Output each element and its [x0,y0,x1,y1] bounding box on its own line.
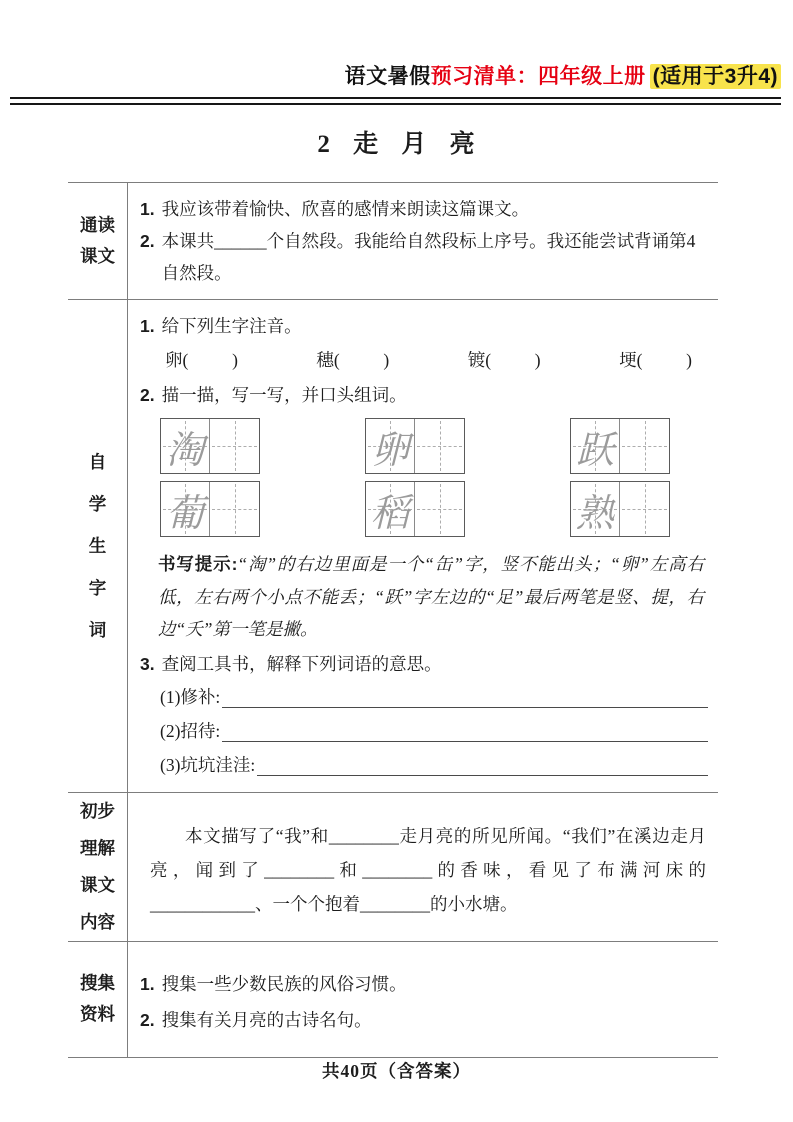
row-label-line: 学 [88,493,107,514]
row-content-collect [128,942,718,1057]
row-label-line: 课文 [80,246,115,266]
grid-cell [620,482,669,536]
item-number: 2. [140,1009,155,1030]
summary-fill-in-text: 本文描写了“我”和________走月亮的所见所闻。“我们”在溪边走月亮，闻到了________和________的香味，看见了布满河床的____________、一个个抱着________的小水塘。 [150,825,706,914]
grid-cell [161,482,210,536]
row-label-line: 内容 [80,911,115,932]
grid-cell [210,482,259,536]
list-item [140,379,710,411]
grid-cell [210,419,259,473]
header-subject-label: 语文暑假 [344,65,431,88]
item-text: 描一描，写一写，并口头组词。 [161,385,407,405]
list-item [140,648,710,680]
pinyin-blank: 穗( ) [316,350,390,370]
row-label-self-study [68,300,128,792]
writing-grid-box [570,481,670,537]
trace-character: 跃 [575,429,614,472]
row-content-self-study [128,300,718,792]
pinyin-blank: 卵( ) [165,350,238,370]
definition-word: (2)招待: [160,720,221,741]
writing-grid-row [160,418,670,474]
grid-cell [161,419,210,473]
item-number: 1. [140,199,155,219]
list-item [140,1002,710,1038]
grid-cell [415,482,464,536]
row-content-read-through [128,183,718,299]
header-divider [10,97,781,105]
table-row-comprehension [68,793,718,942]
definition-word: (3)坑坑洼洼: [160,754,256,775]
writing-grid-box [365,481,465,537]
answer-blank-line [222,707,708,708]
item-text: 搜集有关月亮的古诗名句。 [161,1009,372,1030]
row-label-line: 理解 [80,837,115,858]
list-item [140,225,710,289]
definition-blank-line [140,748,710,782]
item-text: 我应该带着愉快、欣喜的感情来朗读这篇课文。 [161,199,530,219]
definition-blank-line [140,714,710,748]
grid-cell [415,419,464,473]
list-item [140,310,710,342]
header-grade-badge: (适用于3升4) [650,64,781,89]
item-text: 查阅工具书，解释下列词语的意思。 [161,653,442,674]
grid-cell [620,419,669,473]
page-count-footer: 共40页（含答案） [322,1061,471,1081]
trace-character: 葡 [165,492,204,535]
writing-tip-text: “淘”的右边里面是一个“缶”字，竖不能出头；“卵”左高右低，左右两个小点不能丢；“跃”字左边的“足”最后两笔是竖、提，右边“夭”第一笔是撇。 [158,554,704,639]
row-label-line: 字 [88,577,107,598]
list-item [140,966,710,1002]
writing-grid-box [570,418,670,474]
item-number: 2. [140,231,155,251]
writing-grid-box [365,418,465,474]
writing-tip-label: 书写提示: [158,554,238,574]
list-item [140,193,710,225]
item-number: 3. [140,653,155,674]
item-number: 1. [140,973,155,994]
pinyin-blank: 埂( ) [619,350,692,370]
grid-cell [366,482,415,536]
row-label-collect [68,942,128,1057]
writing-grid-row [160,481,670,537]
definition-blank-line [140,680,710,714]
writing-grid-box [160,418,260,474]
row-label-line: 初步 [80,800,115,821]
trace-character: 熟 [575,492,614,535]
lesson-title: 2 走 月 亮 [317,131,476,158]
trace-character: 稻 [370,492,409,535]
page-header [345,60,781,90]
row-label-line: 生 [88,535,107,556]
item-text: 给下列生字注音。 [161,316,302,336]
grid-cell [366,419,415,473]
row-label-comprehension [68,793,128,941]
pinyin-blank: 镀( ) [467,350,541,370]
table-row-self-study [68,300,718,793]
row-content-comprehension [128,793,718,941]
trace-character: 卵 [370,429,409,472]
trace-character: 淘 [165,429,204,472]
table-row-read-through [68,183,718,300]
item-number: 2. [140,385,155,405]
header-series-label: 预习清单：四年级上册 [430,65,646,88]
item-text: 搜集一些少数民族的风俗习惯。 [161,973,407,994]
row-label-line: 通读 [80,215,115,235]
row-label-line: 课文 [80,874,115,895]
grid-cell [571,419,620,473]
item-text: 本课共______个自然段。我能给自然段标上序号。我还能尝试背诵第4自然段。 [161,231,696,283]
row-label-line: 资料 [80,1004,115,1024]
answer-blank-line [222,741,708,742]
definition-word: (1)修补: [160,686,221,707]
grid-cell [571,482,620,536]
preview-checklist-table [68,182,718,1058]
writing-tip [140,544,710,648]
row-label-line: 词 [88,619,107,640]
row-label-read-through [68,183,128,299]
row-label-line: 搜集 [80,973,115,993]
pinyin-exercise-row [140,342,710,379]
table-row-collect [68,942,718,1058]
item-number: 1. [140,316,155,336]
answer-blank-line [257,775,708,776]
row-label-line: 自 [88,451,107,472]
writing-grid-box [160,481,260,537]
